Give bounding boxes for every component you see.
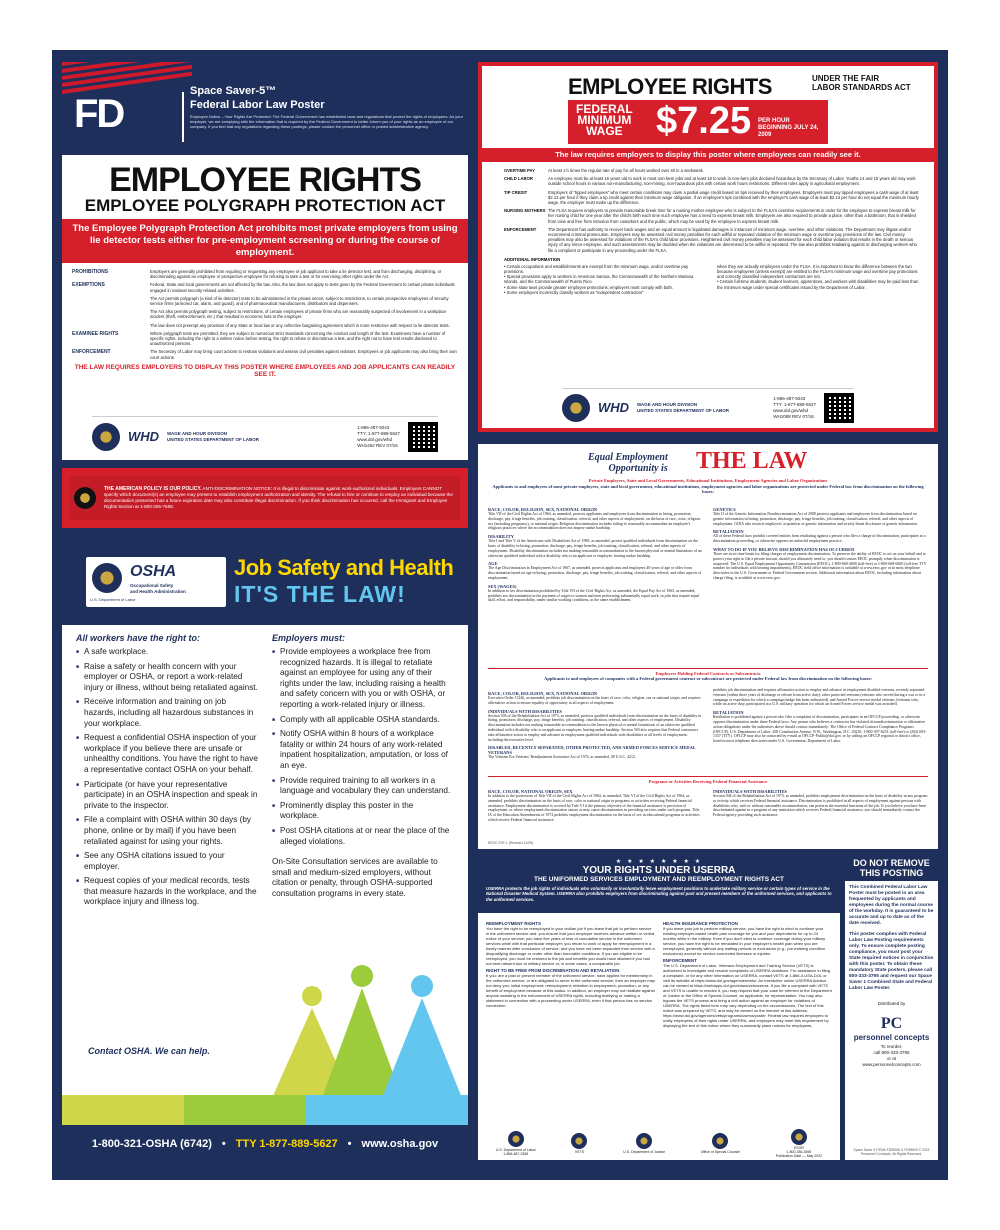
wage-per: [758, 118, 828, 139]
eeo-item-text: Title I and Title V of the Americans with Disabilities Act of 1990, as amended, protect qualified individuals from discrimination on the basis of disability in hiring, promotion, discharge, pay, fringe benefits, job training, classification, referral, and other aspects of employment. Disability discrimination includes not making reasonable accommodation to the known physical or mental limitations of an otherwise qualified individual with a disability who is an applicant or employee, barring undue hardship.: [488, 539, 702, 558]
eeo-item-heading: RACE, COLOR, RELIGION, SEX, NATIONAL ORIGIN: [488, 507, 598, 512]
section-label: TIP CREDIT: [504, 189, 528, 195]
policy-inner: [70, 476, 460, 520]
section-text: Employers are generally prohibited from requiring or requesting any employee or job applicant to take a lie detector test, and from discharging, disciplining, or discriminating against an employee or prospective employee for refusing to take a test or for exercising other rights under the Act.: [150, 269, 442, 280]
polygraph-section: [72, 282, 458, 292]
section-text: At least 1½ times the regular rate of pay for all hours worked over 40 in a workweek.: [548, 168, 704, 173]
fd-logo: FD: [74, 92, 124, 136]
section-label: PROHIBITIONS: [72, 269, 109, 275]
worker-head-2: [351, 965, 373, 987]
list-item: • Some state laws provide greater employee protections; employers must comply with both.: [504, 284, 674, 290]
dol-seal-icon: [562, 394, 590, 422]
whd-dept: UNITED STATES DEPARTMENT OF LABOR: [167, 436, 260, 442]
do-not-remove-body: [845, 881, 938, 1001]
eeo-sec3-columns: [488, 786, 928, 823]
additional-info: [504, 264, 920, 295]
eeo-left-column: [488, 504, 703, 603]
eeo-right-column: [713, 504, 928, 603]
list-item: ■ Receive information and training on job hazards, including all hazardous substances in your workplace.: [76, 697, 258, 729]
do-not-remove-footer: Space Saver 5 ITEM# FD55000 & FD59000 © 2022 Personnel Concepts. All Rights Reserved.: [853, 1148, 930, 1156]
reorder-phone: call 800-333-3795: [873, 1050, 910, 1055]
userra-header: [478, 855, 840, 913]
worker-head-3: [411, 975, 433, 997]
eeo-sec2-left: [488, 688, 703, 760]
whd-dept: UNITED STATES DEPARTMENT OF LABOR: [637, 407, 730, 413]
list-item: ■ Comply with all applicable OSHA standards.: [272, 715, 454, 726]
osha-title-law: IT'S THE LAW!: [234, 581, 406, 607]
section-label: OVERTIME PAY: [504, 168, 535, 173]
osha-phone: 1-800-321-OSHA (6742): [91, 1138, 212, 1150]
eeo-item-heading: RETALIATION: [713, 529, 744, 535]
list-item: when they are actually employees under the FLSA. It is important to know the difference between the two because employees (unless exempt) are entitled to the FLSA's minimum wage and overtime pay protections and correctly classified independent contractors are not.: [717, 263, 918, 280]
eeo-item-text: In addition to sex discrimination prohibited by Title VII of the Civil Rights Act, as amended, the Equal Pay Act of 1963, as amended, prohibits sex discrimination in the payment of wages to women and men performing substantially equal work, in jobs that require equal skill, effort, and responsibility, under similar working conditions, in the same establishment.: [488, 588, 700, 603]
osha-logo: OSHA: [130, 563, 177, 580]
osha-agency-line1: Occupational Safety: [130, 583, 174, 588]
userra-item-text: You have the right to be reemployed in your civilian job if you leave that job to perform service in the uniformed service and: you ensure that your employer receives advance written or verbal notice of your service; you have five years or less of cumulative service in the uniformed services while with that particular employer; you return to work or apply for reemployment in a timely manner after conclusion of service; and you have not been separated from service with a disqualifying discharge or under other than honorable conditions. If you are eligible to be reemployed, you must be restored to the job and benefits you would have attained if you had not been absent due to military service or, in some cases, a comparable job.: [486, 926, 655, 966]
section-label: [72, 309, 150, 319]
eeo-item-heading: DISABLED, RECENTLY SEPARATED, OTHER PROTECTED, AND ARMED FORCES SERVICE MEDAL VETERANS: [488, 745, 696, 756]
qr-code-icon: [408, 422, 438, 452]
polygraph-sections: [62, 263, 468, 384]
eeo-item-heading: INDIVIDUALS WITH DISABILITIES: [488, 708, 562, 714]
form-id: WH1088 REV 07/16: [773, 413, 814, 419]
flsa-footer: [562, 388, 854, 422]
form-id: WH1462 REV 07/16: [357, 442, 398, 448]
pc-logo-icon: PC: [880, 1015, 903, 1032]
whd-agency: [637, 402, 729, 414]
minimum-wage-box: [568, 100, 828, 144]
additional-right: [717, 264, 920, 295]
eeo-item-heading: SEX (WAGES): [488, 583, 517, 589]
additional-left: [504, 264, 707, 295]
whd-name: WAGE AND HOUR DIVISION: [637, 401, 698, 407]
eeo-the-law: THE LAW: [696, 448, 808, 474]
eeo-section-title: [488, 668, 928, 681]
section-label: CHILD LABOR: [504, 176, 533, 182]
userra-item-heading: RIGHT TO BE FREE FROM DISCRIMINATION AND RETALIATION: [486, 968, 620, 973]
osha-header: [62, 535, 468, 625]
polygraph-section: [72, 331, 458, 347]
eeo-item-text: Title II of the Genetic Information Nondiscrimination Act of 2008 protects applicants and employees from discrimination based on genetic information in hiring, promotion, discharge, pay, fringe benefits, job training, classification, referral, and other aspects of employment. GINA also restricts employers' acquisition of genetic information and strictly limits disclosure of genetic information.: [713, 512, 918, 526]
company-name: personnel concepts: [853, 1033, 930, 1042]
dol-seal-icon: [92, 563, 122, 593]
userra-title: YOUR RIGHTS UNDER USERRA: [582, 865, 736, 876]
workers-list: [76, 647, 258, 908]
wage-label-line1: FEDERAL: [576, 102, 633, 116]
osha-web: www.osha.gov: [361, 1138, 439, 1150]
contact-osha: Contact OSHA. We can help.: [88, 1046, 210, 1056]
list-item: ■ A safe workplace.: [76, 647, 258, 658]
userra-left: [486, 919, 655, 1028]
userra-right: [663, 919, 832, 1028]
flsa-section: [504, 227, 920, 253]
eeo-subheading: [488, 478, 928, 495]
agency-phone: 1-800-336-4590: [786, 1149, 812, 1154]
reorder-or: or at: [886, 1056, 896, 1061]
wage-label-line2: MINIMUM: [577, 113, 632, 127]
list-item: ■ Post OSHA citations at or near the place of the alleged violations.: [272, 826, 454, 847]
employers-heading: Employers must:: [272, 633, 346, 643]
eeo-sec2-columns: [488, 688, 928, 760]
whd-web: www.dol.gov/whd: [357, 436, 392, 442]
employers-list: [272, 647, 454, 847]
section-text: Federal, State and local governments are not affected by the law. Also, the law does not apply to tests given by the Federal Government to certain private individuals engaged in national security-related activities.: [150, 282, 455, 293]
list-item: ■ Participate (or have your representative participate) in an OSHA inspection and speak in private to the inspector.: [76, 780, 258, 812]
list-item: • Certain full-time students, student learners, apprentices, and workers with disabilities may be paid less than the minimum wage under special certificates issued by the Department of Labor.: [717, 279, 919, 290]
polygraph-section: [72, 323, 458, 328]
header-divider: [182, 92, 184, 142]
law-requires-notice: THE LAW REQUIRES EMPLOYERS TO DISPLAY THIS POSTER WHERE EMPLOYEES AND JOB APPLICANTS CAN READILY SEE IT.: [74, 363, 456, 378]
do-not-remove-title: DO NOT REMOVE THIS POSTING: [845, 855, 938, 881]
polygraph-section: [72, 269, 458, 279]
section-text: The Department has authority to recover back wages and an equal amount in liquidated damages in instances of minimum wage, overtime, and other violations. The Department may litigate and/or recommend criminal prosecution. Employers may be assessed civil money penalties for each willful or repeated violation of the minimum wage or overtime pay provisions of the law. Civil money penalties may also be assessed for violations of the FLSA's child labor provisions. Heightened civil money penalties may be assessed for each child labor violation that results in the death or serious injury of any minor employee, and such assessments may be doubled when the violations are determined to be willful or repeated. The law also prohibits retaliating against or discharging workers who file a complaint or participate in any proceeding under the FLSA.: [548, 226, 917, 253]
osc-seal-icon: [712, 1133, 728, 1149]
do-not-remove-p2: This poster complies with Federal Labor Law Posting requirements only. To ensure complete posting compliance, you must post your State required notices in conjunction with this poster. To obtain these mandatory State posters, please call 800-333-3795 and request our Space Saver 1 Combined State and Federal Labor Law Poster.: [849, 932, 934, 991]
section-label: ENFORCEMENT: [504, 226, 537, 232]
whd-tty: TTY: 1-877-889-5627: [357, 430, 400, 436]
agency-logo: [623, 1133, 665, 1154]
wage-effective-date: BEGINNING JULY 24, 2009: [758, 125, 819, 138]
eeo-item-heading: GENETICS: [713, 507, 736, 512]
eeo-item-text: Title VII of the Civil Rights Act of 1964, as amended, protects applicants and employees from discrimination in hiring, promotion, discharge, pay, fringe benefits, job training, classification, referral, and other aspects of employment, on the basis of race, color, religion, sex (including pregnancy), or national origin. Religious discrimination includes failing to reasonably accommodate an employee's religious practices where the accommodation does not impose undue hardship.: [488, 512, 701, 531]
whd-agency: [167, 431, 259, 443]
qr-code-icon: [824, 393, 854, 423]
list-item: ■ Provide employees a workplace free from recognized hazards. It is illegal to retaliate against an employee for using any of their rights under the law, including raising a health and safety concern with you or with OSHA, or reporting a work-related injury or illness.: [272, 647, 454, 711]
whd-contact: [773, 396, 816, 420]
eeo-item-heading: DISABILITY: [488, 534, 514, 540]
eeo-columns: [488, 504, 928, 603]
dol-label: U.S. Department of Labor: [90, 597, 136, 602]
eeo-item-text: Section 503 of the Rehabilitation Act of 1973, as amended, protects qualified individuals from discrimination on the basis of disability in hiring, promotion, discharge, pay, fringe benefits, job training, classification, referral, and other aspects of employment. Disability discrimination includes not making reasonable accommodation to the known physical or mental limitations of an otherwise qualified individual with a disability who is an applicant or employee, barring undue hardship. Section 503 also requires that Federal contractors take affirmative action to employ and advance in employment qualified individuals with disabilities at all levels of employment, including the executive level.: [488, 713, 702, 742]
employers-must-column: [272, 633, 454, 912]
eeo-item-text: Section 504 of the Rehabilitation Act of 1973, as amended, prohibits employment discrimination on the basis of disability in any program or activity which receives Federal financial assistance. Discrimination is prohibited in all aspects of employment against persons with disabilities who, with or without reasonable accommodation, can perform the essential functions of the job. If you believe you have been discriminated against in a program of any institution which receives Federal financial assistance, you should immediately contact the Federal agency providing such assistance.: [713, 794, 928, 818]
eeo-item-heading: INDIVIDUALS WITH DISABILITIES: [713, 789, 787, 794]
policy-lead: THE AMERICAN POLICY IS OUR POLICY.: [104, 486, 202, 492]
section-label: EXAMINEE RIGHTS: [72, 330, 119, 337]
agency-logo: [776, 1129, 822, 1158]
osha-logo-block: [86, 557, 226, 607]
workers-heading: All workers have the right to:: [76, 633, 201, 643]
eeo-heading-line1: Equal Employment: [588, 452, 668, 463]
poster-header: [62, 62, 472, 150]
polygraph-title: EMPLOYEE RIGHTS: [109, 161, 421, 199]
list-item: ■ File a complaint with OSHA within 30 days (by phone, online or by mail) if you have been retaliated against for using your rights.: [76, 815, 258, 847]
flsa-title-suffix: [812, 74, 911, 92]
do-not-remove-p1: This Combined Federal Labor Law Poster must be posted in an area frequented by applicants and employees during the normal course of the workday. It is guaranteed to be accurate and up to date as of the date received.: [849, 885, 934, 926]
onsite-consultation: On-Site Consultation services are available to small and medium-sized employers, without citation or penalty, through OSHA-supported consultation programs in every state.: [272, 857, 438, 898]
userra-item-heading: HEALTH INSURANCE PROTECTION: [663, 921, 738, 926]
list-item: ■ Request copies of your medical records, tests that measure hazards in the workplace, and the workplace injury and illness log.: [76, 876, 258, 908]
whd-name: WAGE AND HOUR DIVISION: [167, 430, 228, 436]
esgr-logo-icon: [791, 1129, 807, 1145]
polygraph-section: [72, 349, 458, 359]
list-item: • Some employers incorrectly classify workers as “independent contractors”: [504, 289, 644, 295]
policy-text: [104, 486, 456, 510]
eeo-sub-text: Applicants to and employees of most private employers, state and local government, educational institutions, employment agencies and labor organizations are protected under Federal law from discrimination on the following bases:: [492, 483, 924, 494]
agency-name: VETS: [574, 1149, 585, 1154]
agency-logo: [496, 1131, 536, 1156]
eeo-item-heading: WHAT TO DO IF YOU BELIEVE DISCRIMINATION HAS OCCURRED: [713, 546, 855, 552]
per-hour: PER HOUR: [758, 118, 790, 124]
agency-name: ESGR: [793, 1145, 804, 1150]
whd-tty: TTY: 1-877-889-5627: [773, 401, 816, 407]
flsa-section: [504, 176, 920, 186]
reorder-contact: [845, 1044, 938, 1068]
product-title: [190, 84, 324, 112]
dol-seal-icon: [508, 1131, 524, 1147]
list-item: ■ Provide required training to all workers in a language and vocabulary they can understand.: [272, 776, 454, 797]
flsa-sections: [504, 168, 920, 295]
list-item: ■ See any OSHA citations issued to your employer.: [76, 851, 258, 872]
eeo-heading-line2: Opportunity is: [608, 463, 668, 474]
userra-columns: [478, 913, 840, 1034]
userra-item-text: The U.S. Department of Labor, Veterans Employment and Training Service (VETS) is authorized to investigate and resolve complaints of USERRA violations. For assistance in filing a complaint, or for any other information on USERRA, contact VETS at 1-866-4-USA-DOL or visit its website at https://www.dol.gov/agencies/vets/. An interactive online USERRA Advisor can be viewed at https://webapps.dol.gov/elaws/vets/userra. If you file a complaint with VETS and VETS is unable to resolve it, you may request that your case be referred to the Department of Justice or the Office of Special Counsel, as applicable, for representation. You may also bypass the VETS process and bring a civil action against an employer for violations of USERRA. The rights listed here may vary depending on the circumstances. The text of this notice was prepared by VETS, and may be viewed on the Internet at this address: https://www.dol.gov/agencies/vets/programs/userra/poster. Federal law requires employers to notify employees of their rights under USERRA, and employers may meet this requirement by displaying the text of this notice where they customarily place notices for employees.: [663, 963, 832, 1028]
osha-tty: TTY 1-877-889-5627: [235, 1138, 338, 1150]
distributed-by: Distributed by: [877, 1001, 906, 1006]
flsa-title-suffix-line2: LABOR STANDARDS ACT: [812, 83, 911, 92]
osha-agency: [130, 583, 186, 594]
eeo-heading: [588, 452, 668, 474]
whd-phone: 1-866-487-9243: [773, 395, 806, 401]
reorder-web[interactable]: www.personnelconcepts.com: [862, 1062, 921, 1067]
wage-amount: $7.25: [656, 100, 752, 142]
additional-info-heading: ADDITIONAL INFORMATION: [504, 256, 561, 262]
whd-logo: WHD: [598, 400, 630, 415]
worker-figure-3: [382, 998, 462, 1098]
flsa-section: [504, 190, 920, 206]
userra-item-text: If you leave your job to perform military service, you have the right to elect to continue your existing employer-based health plan coverage for you and your dependents for up to 24 months while in the military. Even if you don't elect to continue coverage during your military service, you have the right to be reinstated in your employer's health plan when you are reemployed, generally without any waiting periods or exclusions (e.g., pre-existing condition exclusions) except for service-connected illnesses or injuries.: [663, 926, 826, 956]
stars-icon: ★ ★ ★ ★ ★ ★ ★ ★: [615, 858, 703, 865]
bullet: •: [221, 1138, 226, 1150]
list-item: ■ Request a confidential OSHA inspection of your workplace if you believe there are unsafe or unhealthy conditions. You have the right to have a representative contact OSHA on your behalf.: [76, 733, 258, 775]
eeo-item-heading: RETALIATION: [713, 710, 744, 716]
section-label: NURSING MOTHERS: [504, 208, 546, 214]
section-label: [72, 323, 150, 328]
eeo-sec3-left: [488, 786, 703, 823]
polygraph-footer: [92, 416, 438, 452]
userra-panel: [478, 855, 840, 1160]
list-item: • Certain occupations and establishments are exempt from the minimum wage, and/or overtime pay provisions.: [504, 263, 689, 275]
section-text: Employers of “tipped employees” who meet certain conditions may claim a partial wage credit based on tips received by their employees. Employers must pay tipped employees a cash wage of at least $2.13 per hour if they claim a tip credit against their minimum wage obligation. If an employee's tips combined with the employer's cash wage of at least $2.13 per hour do not equal the minimum hourly wage, the employer must make up the difference.: [548, 189, 919, 206]
workers-rights-column: [76, 633, 258, 912]
policy-body: ANTI-DISCRIMINATION NOTICE: It is illegal to discriminate against work-authorized individuals. Employers CANNOT specify which document(s) an employee may present to establish employment authorization and identity. The refusal to hire or continue to employ an individual because the documentation presented has a future expiration date may also constitute illegal discrimination. If you think discrimination has occurred, call the Immigrant and Employee Rights Section at 1-800-255-7688.: [104, 486, 453, 509]
section-text: The Secretary of Labor may bring court actions to restrain violations and assess civil penalties against violators. Employees or job applicants may also bring their own court actions.: [150, 349, 457, 360]
whd-web: www.dol.gov/whd: [773, 407, 808, 413]
userra-item-heading: REEMPLOYMENT RIGHTS: [486, 921, 541, 926]
section-text: Where polygraph tests are permitted, they are subject to numerous strict standards concerning the conduct and length of the test. Examinees have a number of specific rights, including the right to a written notice before testing, the right to refuse or discontinue a test, and the right not to have test results disclosed to unauthorized persons.: [150, 330, 446, 347]
osha-color-stripe: [62, 1095, 468, 1125]
userra-footer: [478, 1126, 840, 1160]
section-text: The law does not preempt any provision of any State or local law or any collective bargaining agreement which is more restrictive with respect to lie detector tests.: [150, 322, 450, 328]
whd-logo: WHD: [128, 429, 160, 444]
personnel-concepts-logo: [852, 1015, 932, 1042]
polygraph-subtitle: EMPLOYEE POLYGRAPH PROTECTION ACT: [84, 196, 446, 215]
eeo-item-text: There are strict time limits for filing charges of employment discrimination. To preserve the ability of EEOC to act on your behalf and to protect your right to file a private lawsuit, should you ultimately need to, you should contact EEOC promptly when discrimination is suspected: The U.S. Equal Employment Opportunity Commission (EEOC), 1-800-669-4000 (toll-free) or 1-800-669-6820 (toll-free TTY number for individuals with hearing impairments). EEOC field office information is available at www.eeoc.gov or in most telephone directories in the U.S. Government or Federal Government section. Additional information about EEOC, including information about charge filing, is available at www.eeoc.gov.: [713, 551, 927, 580]
eeo-sub-title: Private Employers, State and Local Governments, Educational Institutions, Employment Agencies and Labor Organizations: [588, 478, 828, 483]
list-item: ■ Raise a safety or health concern with your employer or OSHA, or report a work-related injury or illness, without being retaliated against.: [76, 662, 258, 694]
doj-seal-icon: [74, 487, 96, 509]
eeo-sec2-title: Employers Holding Federal Contracts or Subcontracts: [655, 671, 761, 676]
flsa-title: EMPLOYEE RIGHTS: [568, 74, 772, 99]
flsa-section: [504, 208, 920, 224]
list-item: ■ Prominently display this poster in the workplace.: [272, 801, 454, 822]
list-item: ■ Notify OSHA within 8 hours of a workplace fatality or within 24 hours of any work-related inpatient hospitalization, amputation, or loss of an eye.: [272, 729, 454, 771]
reorder-label: To reorder,: [880, 1044, 903, 1049]
wage-label: [576, 104, 633, 137]
flsa-title-suffix-line1: UNDER THE FAIR: [812, 74, 880, 83]
product-subtitle: Federal Labor Law Poster: [190, 99, 325, 111]
flsa-panel: [478, 62, 938, 432]
polygraph-section: [72, 296, 458, 306]
osha-agency-line2: and Health Administration: [130, 588, 186, 594]
osha-footer: [62, 1125, 468, 1163]
section-text: An employee must be at least 16 years old to work in most non-farm jobs and at least 18 to work in non-farm jobs declared hazardous by the Secretary of Labor. Youths 14 and 15 years old may work outside school hours in various non-manufacturing, non-mining, non-hazardous jobs with certain work hours restrictions. Different rules apply in agricultural employment.: [548, 176, 916, 187]
eeo-item-heading: AGE: [488, 561, 498, 567]
flsa-section: [504, 168, 920, 173]
userra-subtitle: THE UNIFORMED SERVICES EMPLOYMENT AND REEMPLOYMENT RIGHTS ACT: [533, 876, 785, 883]
section-text: The Act permits polygraph (a kind of lie detector) tests to be administered in the private sector, subject to restrictions, to certain prospective employees of security service firms (armored car, alarm, and guard), and of pharmaceutical manufacturers, distributors and dispensers.: [150, 295, 449, 307]
eeo-item-text: Executive Order 11246, as amended, prohibits job discrimination on the basis of race, color, religion, sex or national origin, and requires affirmative action to ensure equality of opportunity in all aspects of employment.: [488, 696, 701, 705]
eeo-item-heading: RACE, COLOR, NATIONAL ORIGIN, SEX: [488, 789, 573, 794]
section-label: [72, 296, 150, 306]
publication-date: Publication Date — May 2022: [775, 1153, 823, 1158]
eeo-item-heading: RACE, COLOR, RELIGION, SEX, NATIONAL ORIGIN: [488, 691, 598, 696]
userra-intro: USERRA protects the job rights of individuals who voluntarily or involuntarily leave employment positions to undertake military service or certain types of service in the National Disaster Medical System. USERRA also prohibits employers from discriminating against past and present members of the uniformed services, and applicants to the uniformed services.: [486, 886, 832, 902]
do-not-remove-panel: [845, 855, 938, 1160]
list-item: • Special provisions apply to workers in American Samoa, the Commonwealth of the Northern Mariana Islands, and the Commonwealth of Puerto Rico.: [504, 274, 694, 285]
whd-contact: [357, 425, 400, 449]
userra-item-text: If you: are a past or present member of the uniformed service; have applied for membership in the uniformed service; or are obligated to serve in the uniformed service; then an employer may not deny you: initial employment; reemployment; retention in employment; promotion; or any benefit of employment because of this status. In addition, an employer may not retaliate against anyone assisting in the enforcement of USERRA rights, including testifying or making a statement in connection with a proceeding under USERRA, even if that person has no service connection.: [486, 973, 655, 1008]
eeo-footer: EEOC-P/E-1 (Revised 11/09): [488, 841, 534, 845]
section-text: The Act also permits polygraph testing, subject to restrictions, of certain employees of private firms who are reasonably suspected of involvement in a workplace incident (theft, embezzlement, etc.) that resulted in economic loss to the employer.: [150, 309, 447, 320]
worker-head-1: [302, 986, 322, 1006]
flsa-banner: The law requires employers to display this poster where employees can readily see it.: [482, 148, 934, 162]
agency-phone: 1-866-487-2365: [503, 1151, 529, 1156]
agency-name: U.S. Department of Justice: [623, 1149, 666, 1154]
section-label: EXEMPTIONS: [72, 282, 105, 289]
wage-label-line3: WAGE: [586, 124, 623, 138]
agency-logo: [701, 1133, 740, 1154]
header-fine-print: Employee Notice – Your Rights Are Protected: The Federal Government has established laws and regulations that protect the rights of employees. As your employer, we are complying with the information that is required by the Federal Government to better inform you of your rights as an employee of our company. If you feel that any regulations regarding these postings, please contact the personnel office or posted administrative agency.: [190, 114, 463, 129]
agency-name: Office of Special Counsel: [700, 1149, 741, 1154]
eeo-section-title: Programs or Activities Receiving Federal Financial Assistance: [488, 776, 928, 784]
eeo-item-text: prohibits job discrimination and requires affirmative action to employ and advance in employment disabled veterans, recently separated veterans (within three years of discharge or release from active duty), other protected veterans (veterans who served during a war or in a campaign or expedition for which a campaign badge has been authorized), and Armed Forces service medal veterans (veterans who, while on active duty, participated in a U.S. military operation for which an Armed Forces service medal was awarded).: [713, 688, 925, 707]
eeo-panel: [478, 444, 938, 849]
anti-discrimination-notice: [62, 468, 468, 528]
agency-logo: [571, 1133, 587, 1154]
osha-title: Job Safety and Health: [234, 555, 454, 580]
eeo-item-text: The Age Discrimination in Employment Act of 1967, as amended, protects applicants and employees 40 years of age or older from discrimination based on age in hiring, promotion, discharge, pay, fringe benefits, job training, classification, referral, and other aspects of employment.: [488, 566, 702, 580]
bullet: •: [347, 1138, 352, 1150]
osha-columns: [62, 625, 468, 920]
workers-illustration: [262, 948, 462, 1098]
polygraph-panel: [62, 155, 468, 460]
dol-seal-icon: [92, 423, 120, 451]
vets-logo-icon: [571, 1133, 587, 1149]
section-label: ENFORCEMENT: [72, 349, 111, 356]
eeo-item-text: All of these Federal laws prohibit covered entities from retaliating against a person who files a charge of discrimination, participates in a discrimination proceeding, or otherwise opposes an unlawful employment practice.: [713, 534, 926, 544]
eeo-item-text: Retaliation is prohibited against a person who files a complaint of discrimination, participates in an OFCCP proceeding, or otherwise opposes discrimination under these Federal laws. Any person who believes a contractor has violated its nondiscrimination or affirmative action obligations under the authorities above should contact immediately: The Office of Federal Contract Compliance Programs (OFCCP), U.S. Department of Labor, 200 Constitution Avenue, N.W., Washington, D.C. 20210, 1-800-397-6251 (toll-free) or (202) 693-1337 (TTY). OFCCP may also be contacted by e-mail at OFCCP-Public@dol.gov, or by calling an OFCCP regional or district office, listed in most telephone directories under U.S. Government, Department of Labor.: [713, 715, 927, 744]
eeo-item-text: The Vietnam Era Veterans' Readjustment Assistance Act of 1974, as amended, 38 U.S.C. 4212,: [488, 755, 636, 760]
eeo-sec2-right: [713, 688, 928, 760]
polygraph-banner: The Employee Polygraph Protection Act prohibits most private employers from using lie detector tests either for pre-employment screening or during the course of employment.: [62, 219, 468, 263]
eeo-sec3-right: [713, 786, 928, 823]
eeo-item-text: In addition to the protections of Title VII of the Civil Rights Act of 1964, as amended, Title VI of the Civil Rights Act of 1964, as amended, prohibits discrimination on the basis of race, color or national origin in programs or activities receiving Federal financial assistance. Employment discrimination is covered by Title VI if the primary objective of the financial assistance is provision of employment, or where employment discrimination causes or may cause discrimination in providing services under such programs. Title IX of the Education Amendments of 1972 prohibits employment discrimination on the basis of sex in educational programs or activities which receive Federal financial assistance.: [488, 794, 700, 822]
agency-name: U.S. Department of Labor: [495, 1147, 536, 1152]
userra-item-heading: ENFORCEMENT: [663, 958, 697, 963]
section-text: The FLSA requires employers to provide reasonable break time for a nursing mother employee who is subject to the FLSA's overtime requirements in order for the employee to express breast milk for her nursing child for one year after the child's birth each time such employee has a need to express breast milk. Employers are also required to provide a place, other than a bathroom, that is shielded from view and free from intrusion from coworkers and the public, which may be used by the employee to express breast milk.: [548, 208, 916, 224]
whd-phone: 1-866-487-9243: [357, 424, 390, 430]
polygraph-section: [72, 309, 458, 319]
eeo-sec2-sub: Applicants to and employees of companies with a Federal government contract or subcontract are protected under Federal law from discrimination on the following bases:: [544, 676, 872, 681]
doj-seal-icon: [636, 1133, 652, 1149]
product-name: Space Saver-5™: [190, 85, 277, 97]
